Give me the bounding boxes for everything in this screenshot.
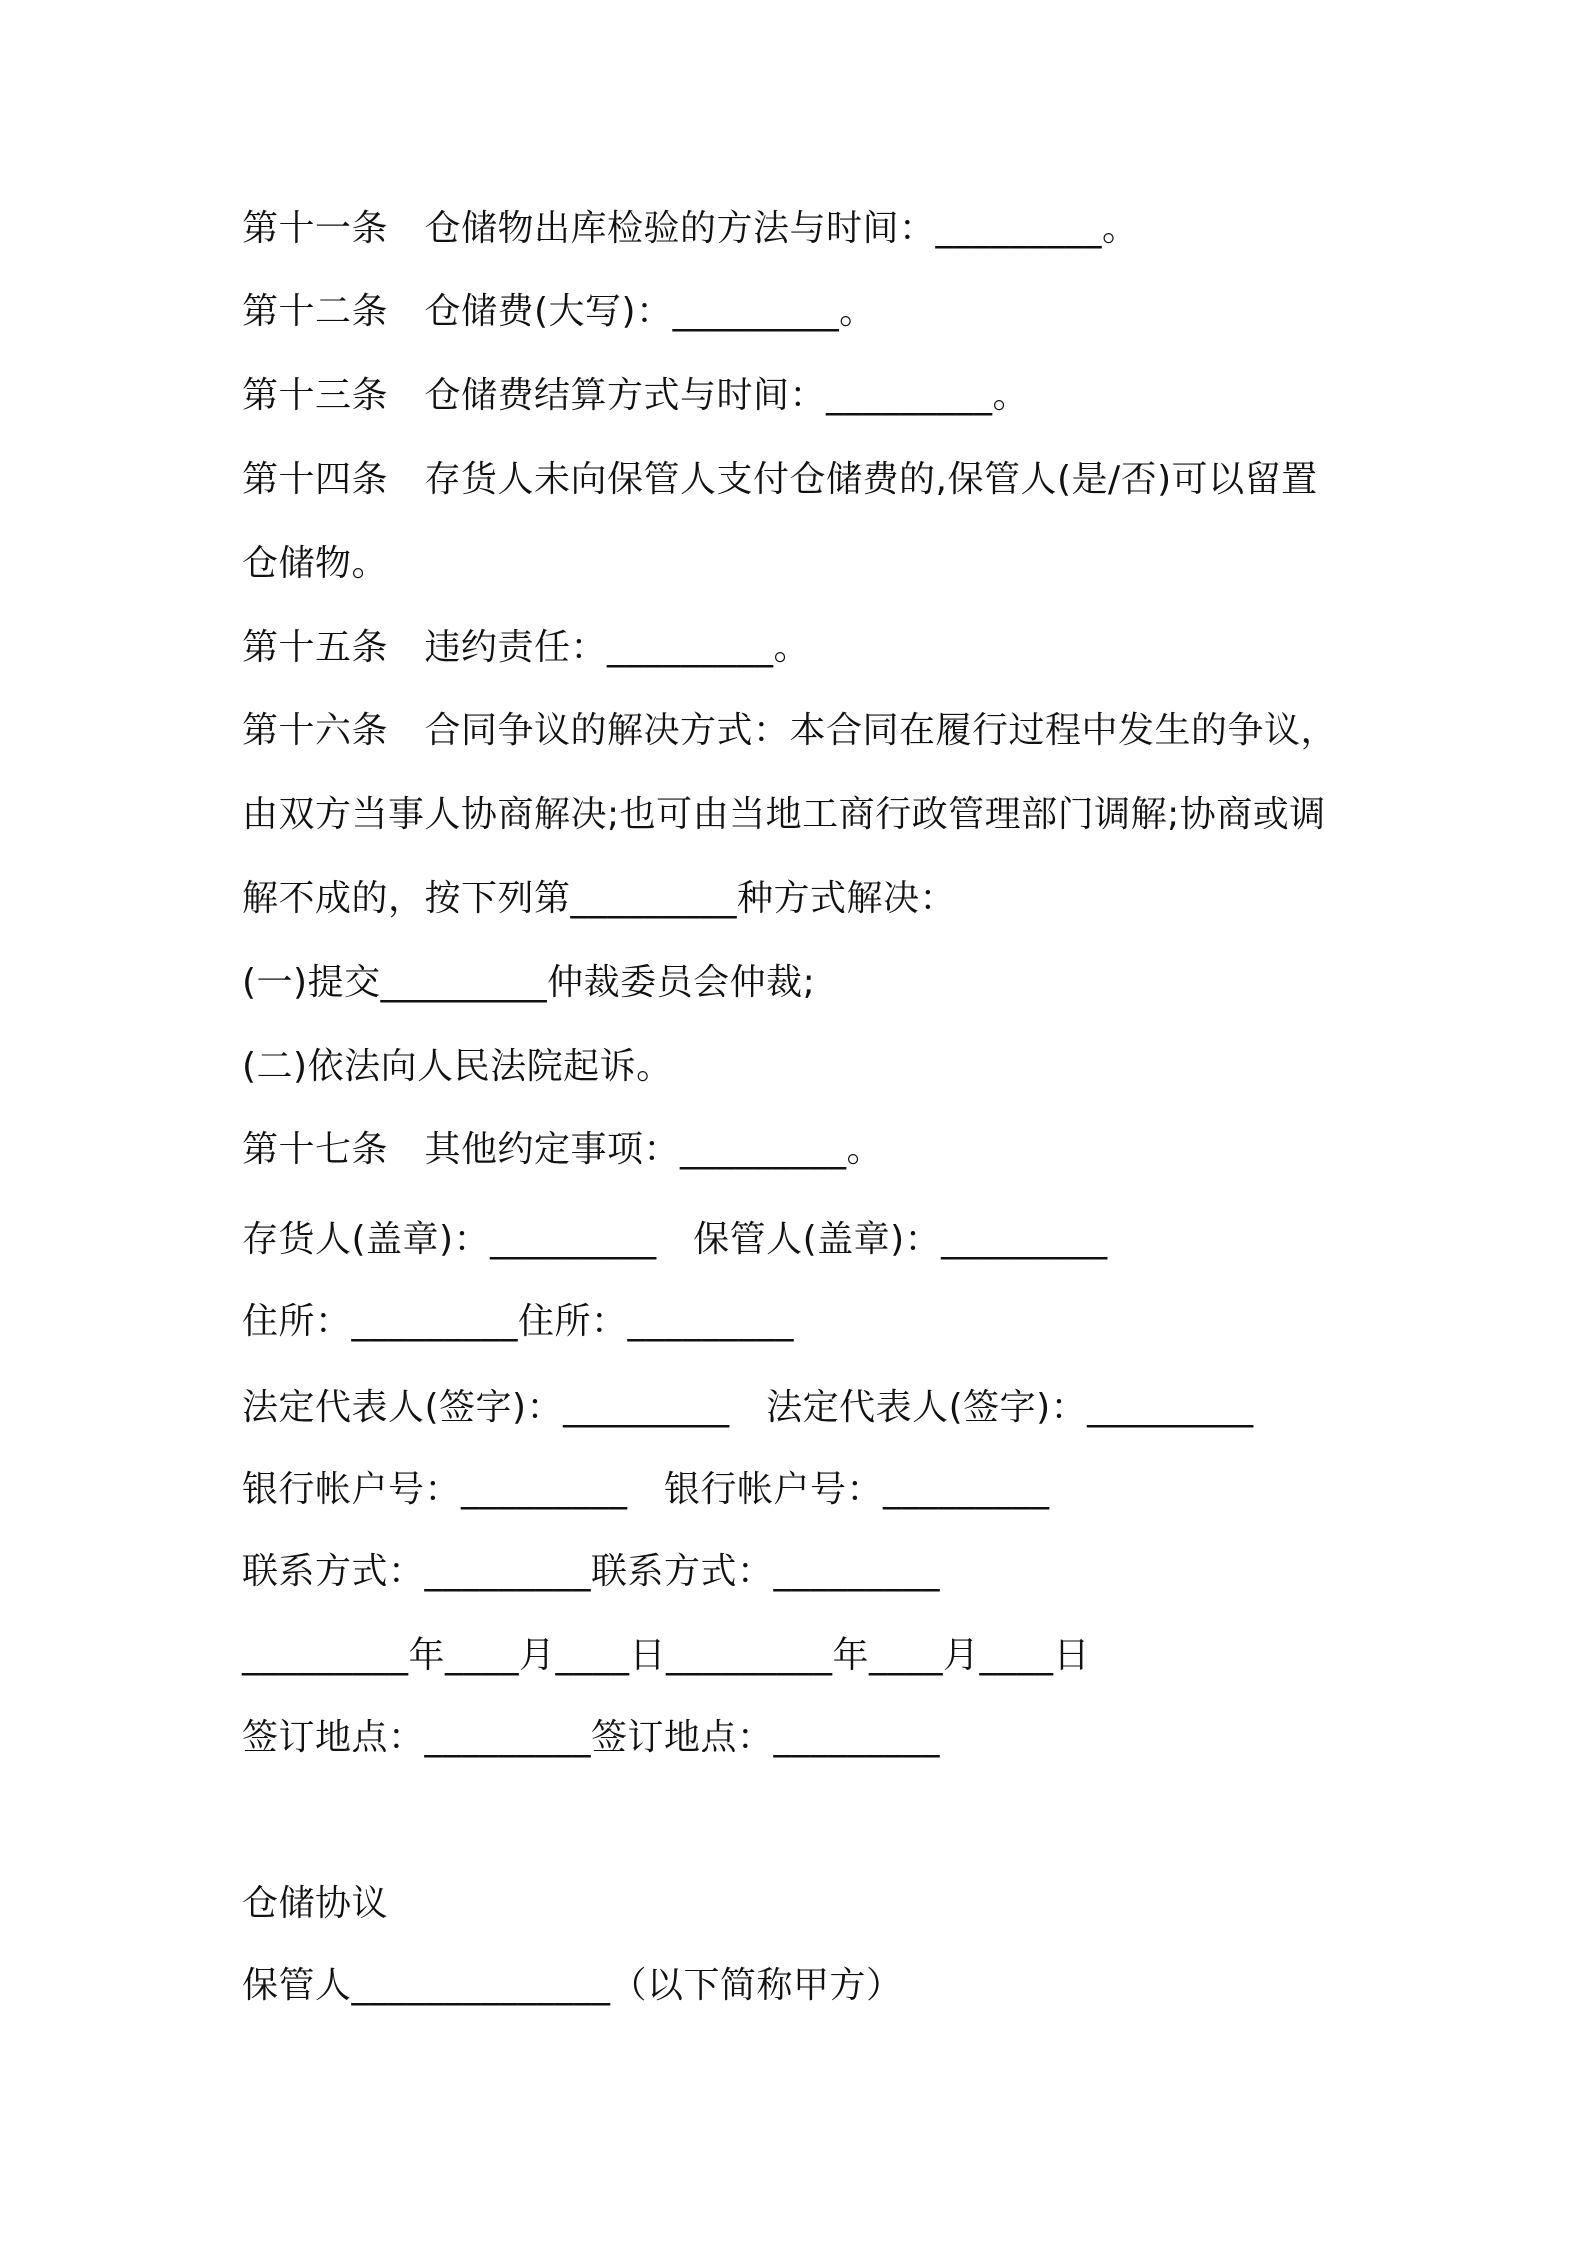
article-16-option-1: (一)提交_________仲裁委员会仲裁; bbox=[242, 962, 816, 1003]
article-11: 第十一条 仓储物出库检验的方法与时间：_________。 bbox=[242, 208, 1139, 249]
date-line: _________年____月____日_________年____月____日 bbox=[242, 1635, 1090, 1676]
bank-account-line: 银行帐户号：_________ 银行帐户号：_________ bbox=[242, 1469, 1050, 1510]
article-16-line-2: 由双方当事人协商解决;也可由当地工商行政管理部门调解;协商或调 bbox=[242, 794, 1326, 835]
article-16-line-3: 解不成的，按下列第_________种方式解决： bbox=[242, 878, 957, 919]
article-15: 第十五条 违约责任：_________。 bbox=[242, 627, 811, 668]
article-16-option-2: (二)依法向人民法院起诉。 bbox=[242, 1046, 673, 1087]
article-17: 第十七条 其他约定事项：_________。 bbox=[242, 1129, 884, 1170]
article-14-line-1: 第十四条 存货人未向保管人支付仓储费的,保管人(是/否)可以留置 bbox=[242, 459, 1318, 500]
contact-line: 联系方式：_________联系方式：_________ bbox=[242, 1551, 941, 1592]
article-16-line-1: 第十六条 合同争议的解决方式：本合同在履行过程中发生的争议， bbox=[242, 710, 1338, 751]
legal-rep-line: 法定代表人(签字)：_________ 法定代表人(签字)：_________ bbox=[242, 1387, 1254, 1428]
article-14-line-2: 仓储物。 bbox=[242, 543, 389, 584]
address-line: 住所：_________住所：_________ bbox=[242, 1301, 795, 1342]
custodian-line: 保管人______________（以下简称甲方） bbox=[242, 1965, 903, 2006]
section-title: 仓储协议 bbox=[242, 1883, 389, 1924]
signing-place-line: 签订地点：_________签订地点：_________ bbox=[242, 1717, 941, 1758]
article-12: 第十二条 仓储费(大写)：_________。 bbox=[242, 291, 876, 332]
article-13: 第十三条 仓储费结算方式与时间：_________。 bbox=[242, 375, 1030, 416]
signature-seal-line: 存货人(盖章)：_________ 保管人(盖章)：_________ bbox=[242, 1219, 1108, 1260]
